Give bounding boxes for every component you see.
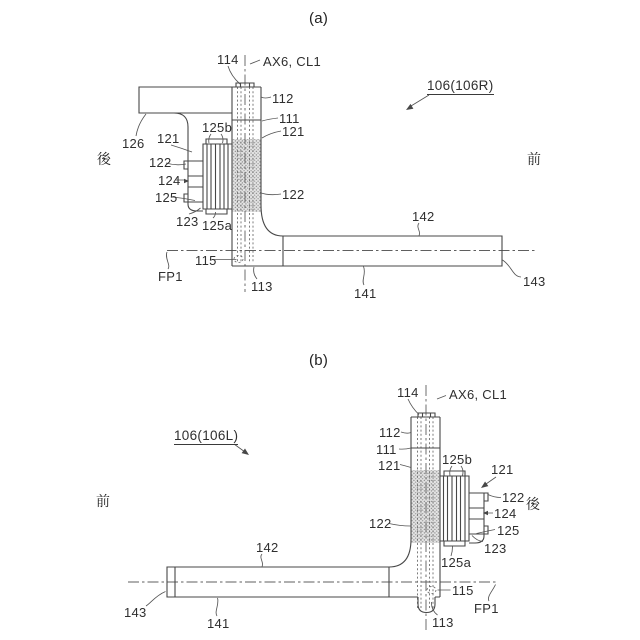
fig-b-label-141: 141 [207,616,230,631]
fig-a-label-113: 113 [251,279,273,294]
horizontal-bar-a [232,205,502,266]
fig-a-label-114: 114 [217,52,239,67]
fig-a-label-121-left: 121 [157,131,180,146]
fig-a-part-ref: 106(106R) [427,78,494,93]
fig-b-label-125: 125 [497,523,520,538]
fig-b-label-123: 123 [484,541,507,556]
fig-a-label-125b: 125b [202,120,233,135]
fig-a-label-123: 123 [176,214,199,229]
fig-b-axis-label: AX6, CL1 [449,387,508,402]
fig-b-label-125a: 125a [441,555,472,570]
fig-a-label-125: 125 [155,190,178,205]
fig-a-floor-ref: FP1 [158,269,183,284]
fig-a-dir-front: 前 [527,151,542,167]
part-arrowhead-121-b [481,482,488,489]
fig-a-label-122-right: 122 [282,187,305,202]
fig-b-label-114: 114 [397,385,419,400]
fig-b-label-121-right: 121 [491,462,514,477]
fig-b-label-122-left: 122 [369,516,392,531]
fig-b-label-111: 111 [376,442,397,457]
fig-a-label-141: 141 [354,286,377,301]
figure-b-linework [128,385,501,630]
fig-b-dir-front: 前 [96,493,111,509]
fig-b-label-112: 112 [379,425,401,440]
horizontal-bar-b [167,539,440,597]
fig-b-caption: (b) [309,352,329,369]
top-tab-b [418,413,435,417]
fig-b-label-142: 142 [256,540,279,555]
press-fit-stipple-a [232,139,262,212]
fig-b-dir-rear: 後 [526,496,541,512]
fig-a-label-121-right: 121 [282,124,305,139]
fig-b-label-122-right: 122 [502,490,525,505]
fig-a-caption: (a) [309,10,329,27]
fig-a-label-125a: 125a [202,218,233,233]
press-fit-stipple-b [411,470,441,543]
fig-a-label-143: 143 [523,274,546,289]
ref-arrowhead-b [242,449,249,456]
fig-b-label-115: 115 [452,583,474,598]
fig-b-label-124: 124 [494,506,517,521]
fig-a-label-126: 126 [122,136,145,151]
fig-a-label-112: 112 [272,91,294,106]
fig-a-label-124: 124 [158,173,181,188]
fig-b-label-125b: 125b [442,452,473,467]
hidden-pin-hole-a [234,256,243,263]
fig-a-dir-rear: 後 [97,151,112,167]
hidden-pin-hole-b [427,587,436,594]
fig-a-label-115: 115 [195,253,217,268]
fig-a-label-142: 142 [412,209,435,224]
fig-b-label-113: 113 [432,615,454,630]
spline-clamp-b [440,471,488,546]
fig-a-label-122-left: 122 [149,155,172,170]
fig-b-floor-ref: FP1 [474,601,499,616]
flange-a [139,87,232,113]
fig-b-part-ref: 106(106L) [174,428,239,443]
fig-a-label-111: 111 [279,111,300,126]
fig-b-label-121-left: 121 [378,458,401,473]
fig-a-axis-label: AX6, CL1 [263,54,322,69]
fig-b-label-143: 143 [124,605,147,620]
